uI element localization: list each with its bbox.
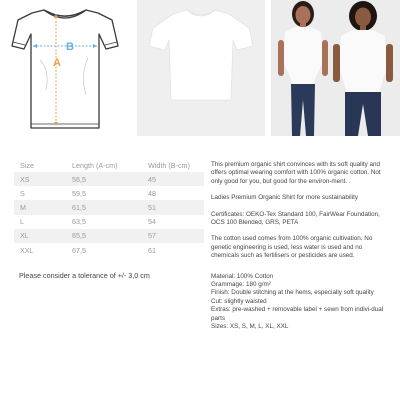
white-tshirt-image	[137, 0, 265, 136]
label-b: B	[66, 41, 74, 53]
length-cell: 59,5	[66, 186, 142, 200]
spec-finish: Finish: Double stitching at the hems, especially soft quality	[211, 289, 374, 297]
size-diagram-panel	[0, 0, 133, 136]
length-cell: 67,5	[66, 243, 142, 257]
product-name: Ladies Premium Organic Shirt for more sustainability	[211, 194, 358, 202]
models-photo-panel	[271, 0, 400, 136]
spec-extras: Extras: pre-washed + removable label + sewn from indivi-dual parts	[211, 306, 384, 322]
size-cell: L	[14, 215, 66, 229]
width-cell: 61	[142, 243, 204, 257]
intro-text: This premium organic shirt convinces with its soft quality and offers optimal wearing comfort with 100% organic cotton. Not only good for you, but good for the environ-ment. .	[211, 161, 381, 185]
header-width: Width (B-cm)	[142, 158, 204, 172]
label-a: A	[53, 57, 61, 69]
spec-material: Material: 100% Cotton	[211, 272, 274, 280]
width-cell: 48	[142, 186, 204, 200]
product-description	[211, 161, 391, 332]
size-cell: XL	[14, 229, 66, 243]
size-cell: XXL	[14, 243, 66, 257]
table-row	[14, 186, 204, 200]
length-cell: 63,5	[66, 215, 142, 229]
models-photo	[271, 0, 400, 136]
tolerance-note: Please consider a tolerance of +/- 3,0 cm	[19, 271, 150, 280]
header-size: Size	[14, 158, 66, 172]
cotton-note: The cotton used comes from 100% organic cultivation. No genetic engineering is used, less water is used and no chemicals such as fertilisers or pesticides are used.	[211, 235, 373, 260]
width-cell: 57	[142, 229, 204, 243]
size-table	[14, 158, 204, 257]
header-length: Length (A-cm)	[66, 158, 142, 172]
size-table-header	[14, 158, 204, 172]
spec-cut: Cut: slightly waisted	[211, 297, 267, 305]
certificates-text: Certificates: OEKO-Tex Standard 100, FairWear Foundation, OCS 100 Blended, GRS, PETA	[211, 210, 380, 227]
table-row	[14, 200, 204, 214]
table-row	[14, 243, 204, 257]
length-cell: 56,5	[66, 172, 142, 186]
width-cell: 54	[142, 215, 204, 229]
table-row	[14, 172, 204, 186]
size-cell: M	[14, 200, 66, 214]
size-cell: S	[14, 186, 66, 200]
table-row	[14, 215, 204, 229]
width-cell: 45	[142, 172, 204, 186]
width-cell: 51	[142, 200, 204, 214]
size-cell: XS	[14, 172, 66, 186]
table-row	[14, 229, 204, 243]
spec-grammage: Grammage: 180 g/m²	[211, 281, 271, 289]
tshirt-measurement-diagram	[0, 0, 133, 136]
length-cell: 61,5	[66, 200, 142, 214]
product-shirt-panel	[137, 0, 265, 136]
spec-sizes: Sizes: XS, S, M, L, XL, XXL	[211, 323, 289, 331]
length-cell: 65,5	[66, 229, 142, 243]
